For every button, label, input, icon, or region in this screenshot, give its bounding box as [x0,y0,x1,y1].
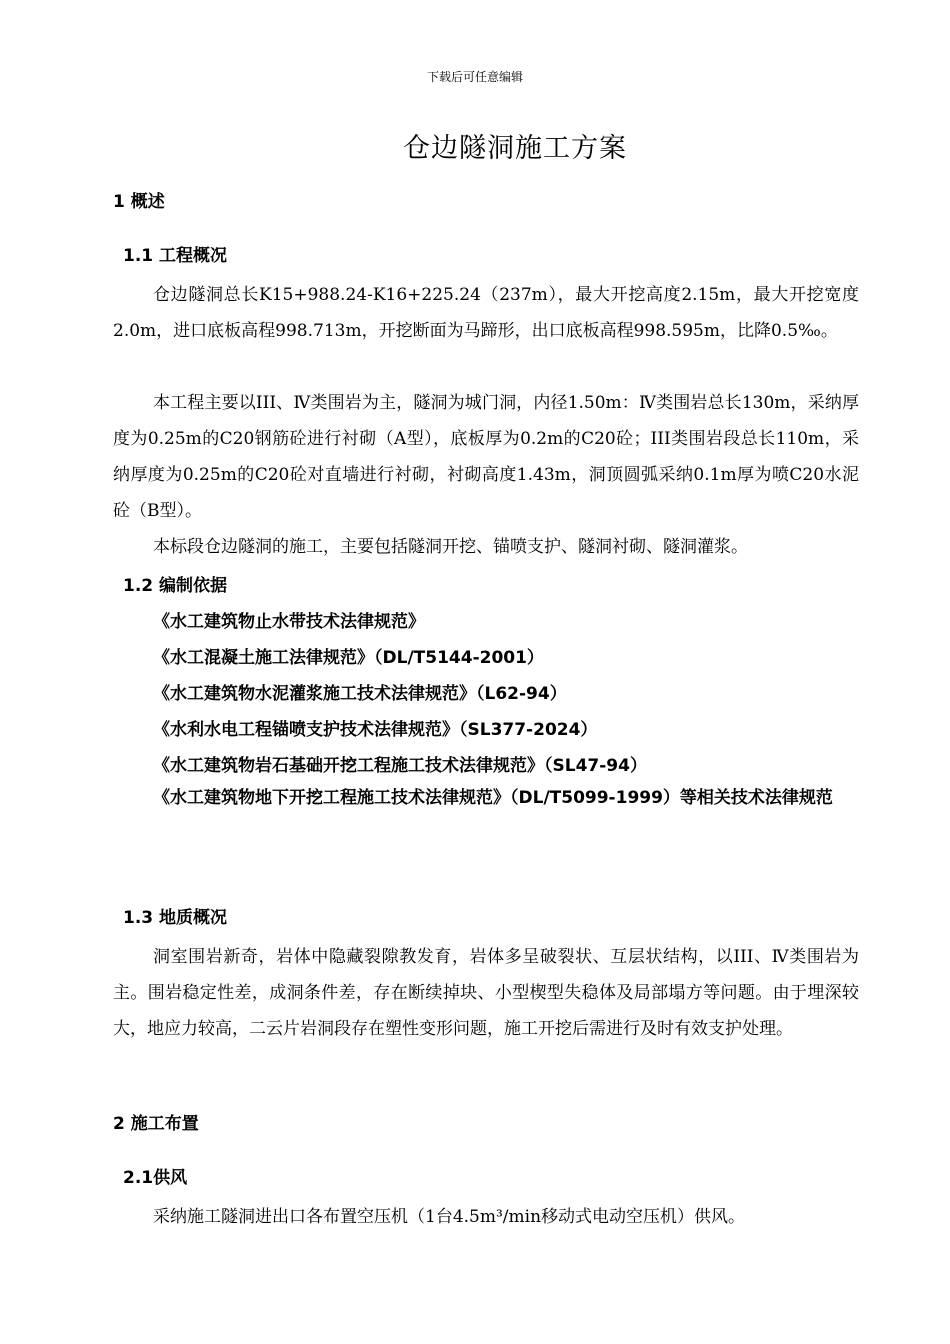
paragraph-geology: 洞室围岩新奇，岩体中隐藏裂隙教发育，岩体多呈破裂状、互层状结构，以III、Ⅳ类围岩为主。围岩稳定性差，成洞条件差，存在断续掉块、小型楔型失稳体及局部塌方等问题。由于埋深较大，地应力较高，二云片岩洞段存在塑性变形问题，施工开挖后需进行及时有效支护处理。 [113,947,859,1039]
document-title: 仓边隧洞施工方案 [403,133,627,164]
section-heading-1: 1 概述 [113,192,165,212]
paragraph-overview: 仓边隧洞总长K15+988.24-K16+225.24（237m），最大开挖高度2.15m，最大开挖宽度2.0m，进口底板高程998.713m，开挖断面为马蹄形，出口底板高程998.595m，比降0.5‰。 [113,285,859,341]
paragraph-air-supply: 采纳施工隧洞进出口各布置空压机（1台4.5m³/min移动式电动空压机）供风。 [153,1207,746,1227]
reference-item: 《水工混凝土施工法律规范》（DL/T5144-2001） [153,648,544,668]
section-heading-1-1: 1.1 工程概况 [123,246,228,266]
reference-item: 《水工建筑物止水带技术法律规范》 [153,612,425,632]
reference-item: 《水利水电工程锚喷支护技术法律规范》（SL377-2024） [153,720,598,740]
section-heading-2: 2 施工布置 [113,1114,199,1134]
section-heading-2-1: 2.1供风 [123,1168,188,1188]
paragraph-scope: 本标段仓边隧洞的施工，主要包括隧洞开挖、锚喷支护、隧洞衬砌、隧洞灌浆。 [153,537,748,557]
reference-item: 《水工建筑物水泥灌浆施工技术法律规范》（L62-94） [153,684,567,704]
section-heading-1-2: 1.2 编制依据 [123,576,228,596]
reference-item: 《水工建筑物岩石基础开挖工程施工技术法律规范》（SL47-94） [153,756,647,776]
paragraph-rock-types: 本工程主要以III、Ⅳ类围岩为主，隧洞为城门洞，内径1.50m：Ⅳ类围岩总长130m，采纳厚度为0.25m的C20钢筋砼进行衬砌（A型），底板厚为0.2m的C20砼；III类围岩段总长110m，采纳厚度为0.25m的C20砼对直墙进行衬砌，衬砌高度1.43m，洞顶圆弧采纳0.1m厚为喷C20水泥砼（B型）。 [113,393,859,521]
section-heading-1-3: 1.3 地质概况 [123,908,228,928]
header-note: 下载后可任意编辑 [426,70,523,84]
reference-item-long: 《水工建筑物地下开挖工程施工技术法律规范》（DL/T5099-1999）等相关技术法律规范 [153,788,833,808]
